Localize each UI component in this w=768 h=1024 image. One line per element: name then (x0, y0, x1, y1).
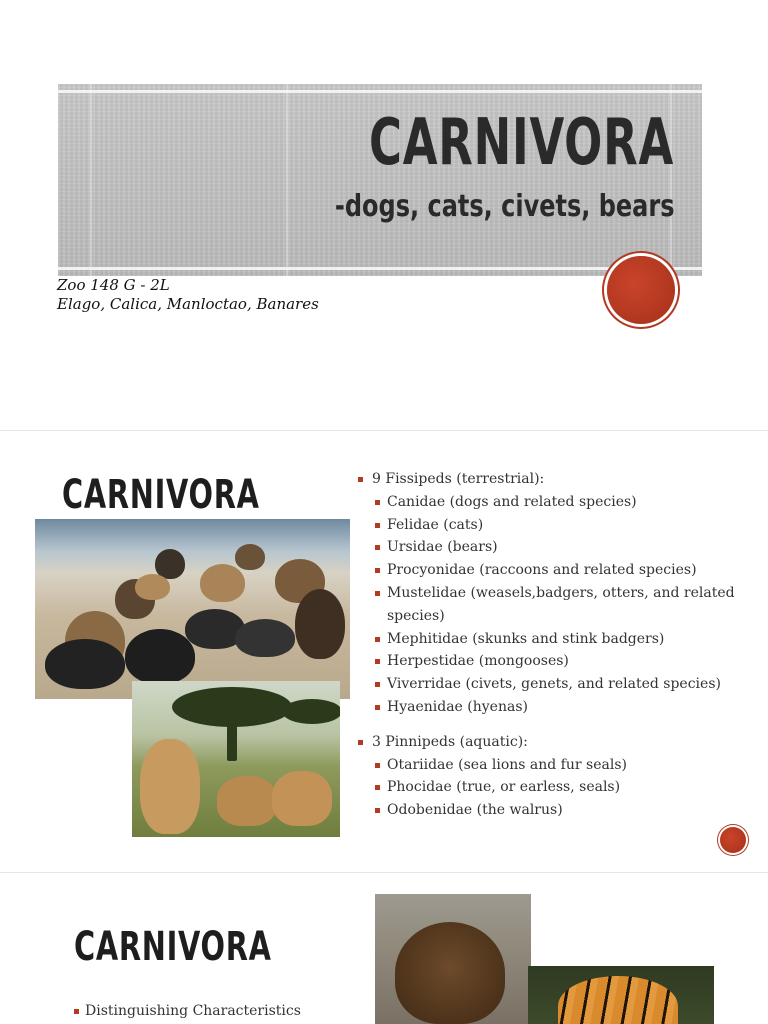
slide-divider (0, 872, 768, 873)
banner-stripe-bottom (58, 267, 702, 270)
course-code: Zoo 148 G - 2L (57, 276, 170, 294)
group-label: 3 Pinnipeds (aquatic): (358, 731, 758, 754)
list-item: Distinguishing Characteristics (74, 1001, 301, 1021)
list-item: Phocidae (true, or earless, seals) (358, 776, 758, 799)
decorative-circle (607, 256, 675, 324)
bear-photo (375, 894, 531, 1024)
title-slide (0, 0, 768, 420)
decorative-circle (720, 827, 746, 853)
slide-heading: CARNIVORA (74, 924, 272, 970)
group-label: 9 Fissipeds (terrestrial): (358, 468, 758, 491)
tiger-face (558, 976, 678, 1024)
banner-stripe-top (58, 90, 702, 93)
list-item: Mustelidae (weasels,badgers, otters, and related species) (358, 582, 758, 628)
slide-subtitle: -dogs, cats, civets, bears (334, 189, 674, 224)
authors-block (57, 276, 319, 314)
characteristics-slide (0, 880, 768, 1024)
list-item: Viverridae (civets, genets, and related species) (358, 673, 758, 696)
tiger-photo (528, 966, 714, 1024)
list-item: Felidae (cats) (358, 514, 758, 537)
sea-lions-photo (35, 519, 350, 699)
characteristics-list (74, 1001, 301, 1021)
list-item: Canidae (dogs and related species) (358, 491, 758, 514)
list-item: Herpestidae (mongooses) (358, 650, 758, 673)
title-banner (58, 84, 702, 276)
families-slide (0, 440, 768, 870)
list-gap (358, 719, 758, 731)
list-item: Hyaenidae (hyenas) (358, 696, 758, 719)
list-item: Mephitidae (skunks and stink badgers) (358, 628, 758, 651)
banner-texture-line (286, 84, 288, 276)
slide-divider (0, 430, 768, 431)
bear-head (395, 922, 505, 1024)
slide-title: CARNIVORA (368, 106, 674, 180)
author-names: Elago, Calica, Manloctao, Banares (57, 295, 319, 313)
list-item: Otariidae (sea lions and fur seals) (358, 754, 758, 777)
lions-photo (132, 681, 340, 837)
list-item: Ursidae (bears) (358, 536, 758, 559)
list-item: Odobenidae (the walrus) (358, 799, 758, 822)
families-list (358, 468, 758, 822)
list-item: Procyonidae (raccoons and related species) (358, 559, 758, 582)
slide-heading: CARNIVORA (62, 472, 260, 518)
banner-texture-line (90, 84, 92, 276)
